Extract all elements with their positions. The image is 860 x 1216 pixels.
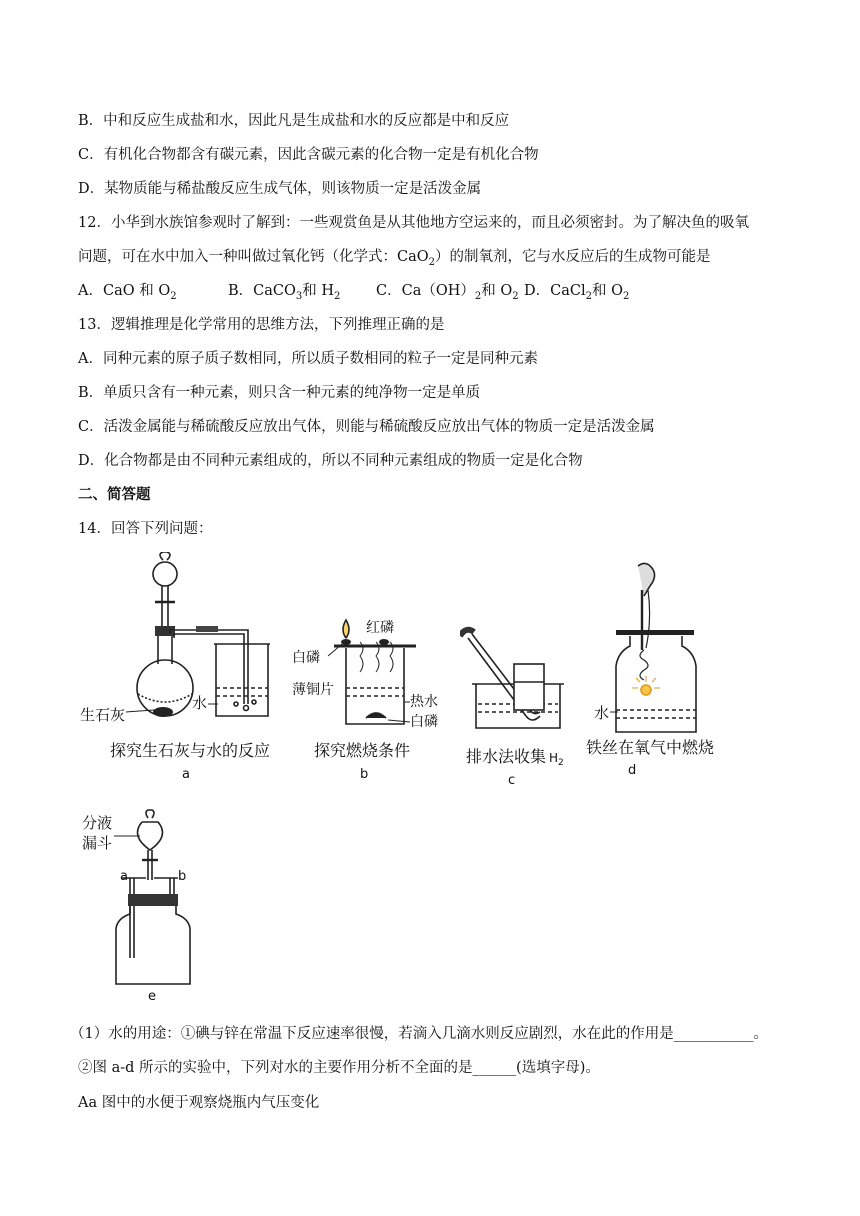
caption-b: 探究燃烧条件 xyxy=(314,741,411,760)
figure-d xyxy=(586,560,736,784)
label-funnel-line-1: 分液 xyxy=(82,814,113,832)
option-11-d: D．某物质能与稀盐酸反应生成气体，则该物质一定是活泼金属 xyxy=(78,181,482,197)
letter-b: b xyxy=(360,767,369,782)
option-12-b: B．CaCO$_3$和 $H_2$ xyxy=(228,283,341,302)
letter-e: e xyxy=(148,989,156,1002)
question-13: 13．逻辑推理是化学常用的思维方法，下列推理正确的是 xyxy=(78,317,445,333)
label-tube-a: a xyxy=(120,869,128,884)
option-11-c: C．有机化合物都含有碳元素，因此含碳元素的化合物一定是有机化合物 xyxy=(78,147,539,163)
figure-c xyxy=(460,624,592,784)
label-water-a: 水 xyxy=(192,694,208,712)
question-12-line-1: 12．小华到水族馆参观时了解到：一些观赏鱼是从其他地方空运来的，而且必须密封。为了解决鱼的吸氧 xyxy=(78,215,749,231)
option-12-d: D．CaCl$_2$和 $O_2$ xyxy=(524,283,630,302)
option-12-a: A．CaO 和 $O_2$ xyxy=(78,283,177,302)
question-12-options xyxy=(78,281,629,307)
question-12-line-2: 问题，可在水中加入一种叫做过氧化钙（化学式：CaO$_2$）的制氧剂，它与水反应后的生成物可能是 xyxy=(78,249,711,268)
caption-d: 铁丝在氧气中燃烧 xyxy=(586,738,715,757)
label-quicklime: 生石灰 xyxy=(80,706,126,724)
label-funnel-line-2: 漏斗 xyxy=(82,834,113,852)
caption-c: 排水法收集 H2 xyxy=(466,747,564,768)
option-13-c: C．活泼金属能与稀硫酸反应放出气体，则能与稀硫酸反应放出气体的物质一定是活泼金属 xyxy=(78,419,655,435)
question-14-part-2: ②图 a-d 所示的实验中，下列对水的主要作用分析不全面的是______(选填字母)。 xyxy=(78,1060,600,1076)
label-tube-b: b xyxy=(178,869,187,884)
label-copper-sheet: 薄铜片 xyxy=(292,682,334,698)
letter-c: c xyxy=(508,773,516,784)
label-water-d: 水 xyxy=(594,704,610,722)
label-white-phosphorus-bottom: 白磷 xyxy=(410,714,438,730)
question-14: 14．回答下列问题： xyxy=(78,521,213,537)
option-13-d: D．化合物都是由不同种元素组成的，所以不同种元素组成的物质一定是化合物 xyxy=(78,453,583,469)
label-white-phosphorus-top: 白磷 xyxy=(292,650,320,666)
label-red-phosphorus: 红磷 xyxy=(366,620,394,636)
figure-a xyxy=(78,552,290,784)
letter-d: d xyxy=(628,763,637,778)
caption-a: 探究生石灰与水的反应 xyxy=(110,741,271,760)
option-12-c: C．$Ca(OH)_2$和 $O_2$ xyxy=(376,283,519,302)
option-13-a: A．同种元素的原子质子数相同，所以质子数相同的粒子一定是同种元素 xyxy=(78,351,538,367)
label-hot-water: 热水 xyxy=(410,694,438,710)
figure-b xyxy=(292,614,460,784)
question-14-option-a: Aa 图中的水便于观察烧瓶内气压变化 xyxy=(78,1095,320,1111)
figure-e xyxy=(78,808,198,1002)
option-11-b: B．中和反应生成盐和水，因此凡是生成盐和水的反应都是中和反应 xyxy=(78,113,510,129)
question-14-part-1: （1）水的用途：①碘与锌在常温下反应速率很慢，若滴入几滴水则反应剧烈，水在此的作用是___________。 xyxy=(70,1026,768,1042)
letter-a: a xyxy=(182,767,190,782)
section-heading: 二、简答题 xyxy=(78,486,151,503)
option-13-b: B．单质只含有一种元素，则只含一种元素的纯净物一定是单质 xyxy=(78,385,481,401)
